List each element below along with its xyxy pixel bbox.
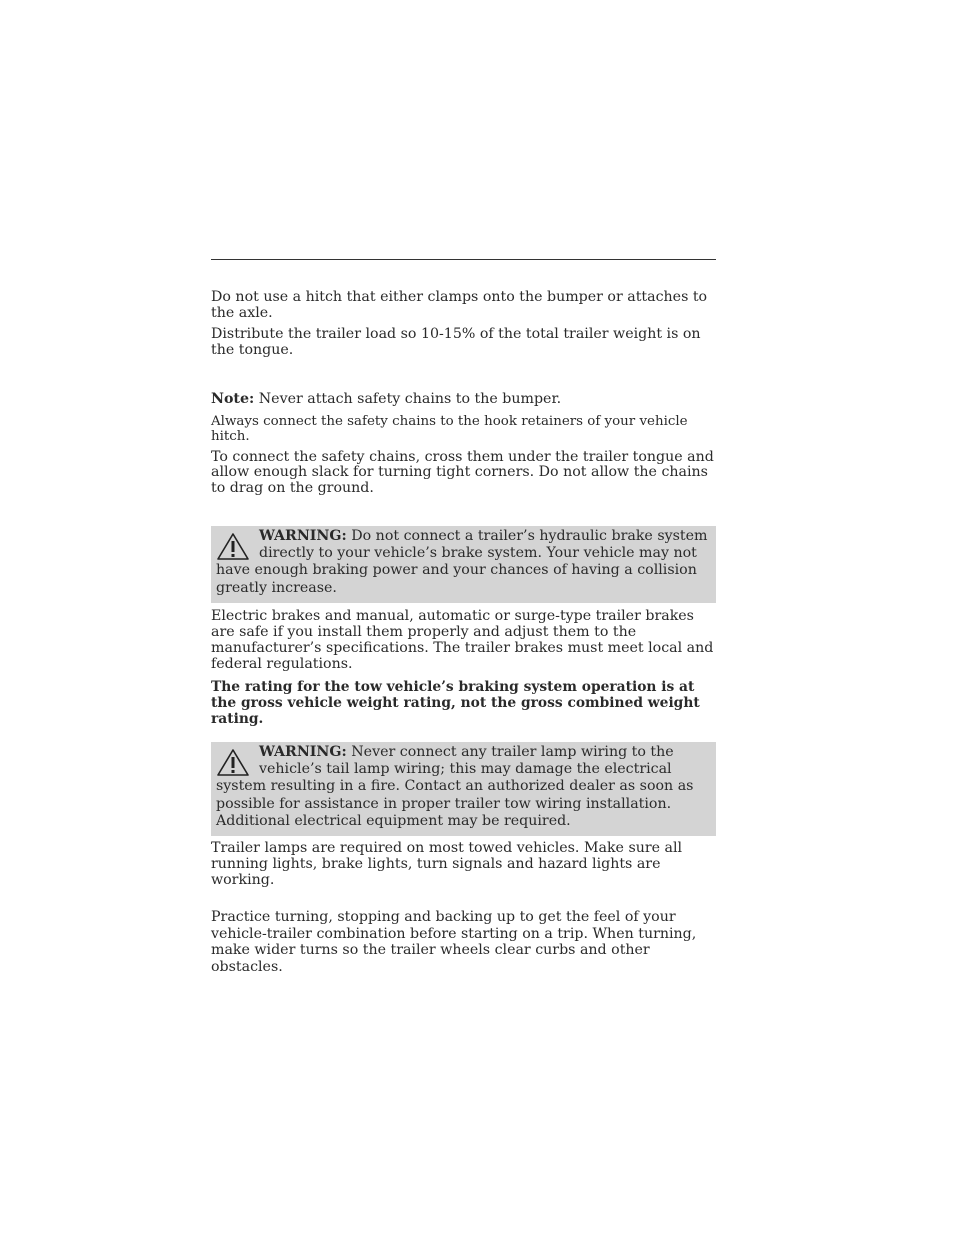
warning-text: Do not connect a trailer’s hydraulic brake system directly to your vehicle’s brake system. Your vehicle may not have enough braking power and your chances of having a collision greatly increase. (216, 528, 708, 596)
trailer-lamps-section (211, 840, 716, 888)
hitch-section (211, 290, 716, 358)
brakes-paragraph-1: Electric brakes and manual, automatic or surge-type trailer brakes are safe if you install them properly and adjust them to the manufacturer’s specifications. The trailer brakes must meet local and federal regulations. (211, 608, 714, 672)
safety-chains-section (211, 392, 716, 496)
warning-text: Never connect any trailer lamp wiring to the vehicle’s tail lamp wiring; this may damage the electrical system resulting in a fire. Contact an authorized dealer as soon as possible for assistance in proper trailer tow wiring installation. Additional electrical equipment may be required. (216, 744, 694, 829)
lamp-warning-box (211, 742, 716, 836)
warning-label: WARNING: (259, 744, 347, 760)
chains-paragraph-2: To connect the safety chains, cross them under the trailer tongue and allow enough slack for turning tight corners. Do not allow the chains to drag on the ground. (211, 448, 714, 496)
header-rule (211, 259, 716, 260)
brake-warning-box (211, 526, 716, 603)
before-towing-section (211, 909, 716, 975)
hitch-paragraph-2: Distribute the trailer load so 10-15% of the total trailer weight is on the tongue. (211, 326, 701, 358)
chains-note (211, 392, 716, 408)
warning-triangle-icon (216, 748, 250, 778)
brakes-rating-paragraph: The rating for the tow vehicle’s braking system operation is at the gross vehicle weight rating, not the gross combined weight rating. (211, 679, 700, 727)
warning-triangle-icon (216, 532, 250, 562)
warning-label: WARNING: (259, 528, 347, 544)
note-label: Note: (211, 391, 255, 407)
note-text: Never attach safety chains to the bumper. (254, 391, 562, 407)
lamps-paragraph-1: Trailer lamps are required on most towed vehicles. Make sure all running lights, brake lights, turn signals and hazard lights are working. (211, 840, 683, 888)
hitch-paragraph-1: Do not use a hitch that either clamps onto the bumper or attaches to the axle. (211, 289, 708, 321)
trailer-brakes-section (211, 608, 716, 727)
chains-paragraph-1: Always connect the safety chains to the hook retainers of your vehicle hitch. (211, 413, 688, 444)
before-towing-paragraph: Practice turning, stopping and backing up to get the feel of your vehicle-trailer combination before starting on a trip. When turning, make wider turns so the trailer wheels clear curbs and other obstacles. (211, 909, 697, 975)
